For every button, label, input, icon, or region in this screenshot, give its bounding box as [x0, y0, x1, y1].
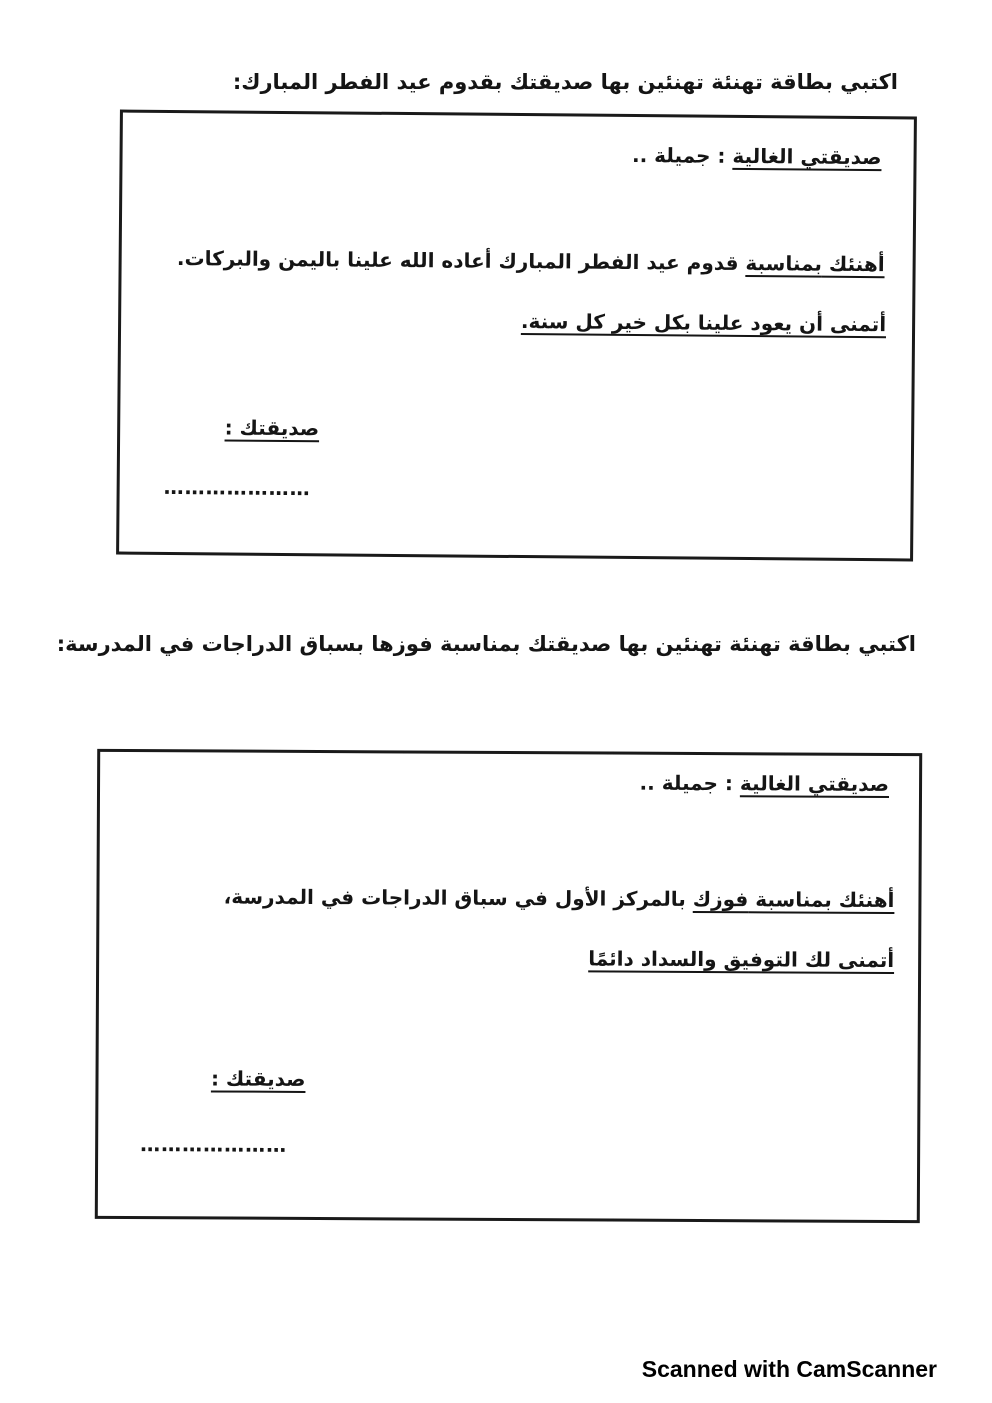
card-1-body-line-1 [177, 246, 885, 276]
card-2-body-line-1-underlined: فوزك [692, 886, 749, 912]
card-1-body-line-1-end: قدوم عيد الفطر المبارك أعاده الله علينا باليمن والبركات. [176, 246, 746, 275]
card-1-signature: صديقتك : [224, 415, 320, 441]
card-1-signature-blank: ………………… [163, 474, 311, 501]
camscanner-watermark: Scanned with CamScanner [641, 1356, 937, 1382]
exercise-1-instruction: اكتبي بطاقة تهنئة تهنئين بها صديقتك بقدوم عيد الفطر المبارك: [232, 70, 898, 94]
card-2-body-line-1-end: بالمركز الأول في سباق الدراجات في المدرسة، [223, 884, 693, 911]
card-2-body-line-2: أتمنى لك التوفيق والسداد دائمًا [588, 946, 895, 973]
card-1-greeting [632, 143, 882, 169]
card-1-greeting-label: صديقتي الغالية [732, 143, 882, 170]
card-2-greeting [640, 771, 890, 796]
card-2-body-line-1-start: أهنئك بمناسبة [748, 887, 895, 913]
card-1-body-line-1-underlined: بمناسبة [745, 250, 823, 276]
card-2-greeting-name: : جميلة .. [639, 770, 741, 796]
card-2-greeting-label: صديقتي الغالية [739, 771, 890, 796]
card-1-greeting-name: : جميلة .. [631, 143, 733, 168]
exercise-2-instruction: اكتبي بطاقة تهنئة تهنئين بها صديقتك بمناسبة فوزها بسباق الدراجات في المدرسة: [56, 632, 916, 656]
card-2-signature: صديقتك : [210, 1066, 306, 1091]
greeting-card-2 [95, 749, 922, 1223]
card-1-body-line-2: أتمنى أن يعود علينا بكل خير كل سنة. [520, 309, 887, 337]
greeting-card-1 [116, 110, 917, 562]
card-1-body-line-1-start: أهنئك [821, 251, 885, 277]
card-2-body-line-1 [224, 885, 895, 913]
card-2-signature-blank: ………………… [140, 1132, 288, 1157]
